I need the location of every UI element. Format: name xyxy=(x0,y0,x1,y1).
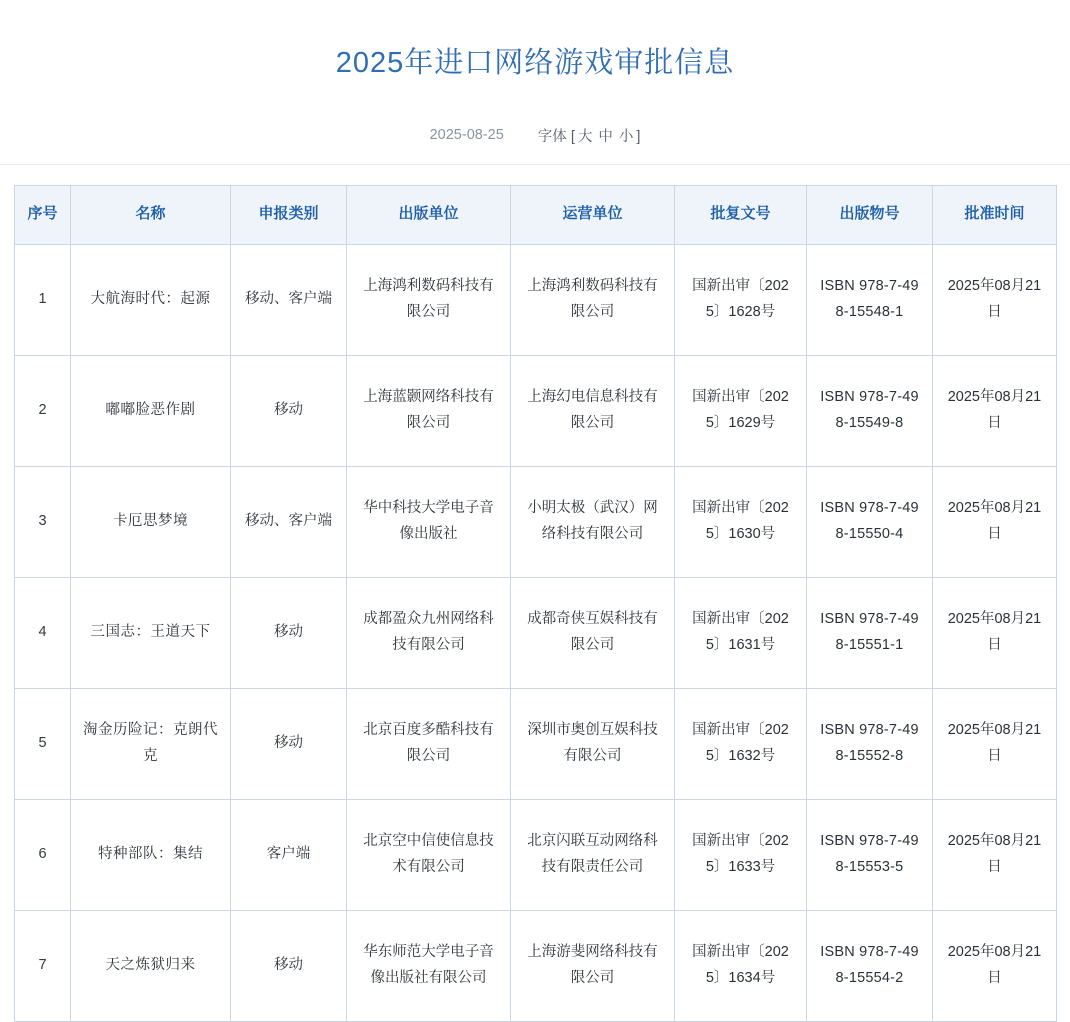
cell-index: 4 xyxy=(15,577,71,688)
cell-doc-no: 国新出审〔2025〕1634号 xyxy=(675,910,807,1021)
column-header-type: 申报类别 xyxy=(231,185,347,244)
cell-type: 移动 xyxy=(231,910,347,1021)
cell-index: 5 xyxy=(15,688,71,799)
cell-publisher: 北京空中信使信息技术有限公司 xyxy=(347,799,511,910)
cell-doc-no: 国新出审〔2025〕1628号 xyxy=(675,244,807,355)
cell-doc-no: 国新出审〔2025〕1633号 xyxy=(675,799,807,910)
cell-isbn: ISBN 978-7-498-15551-1 xyxy=(807,577,933,688)
column-header-publisher: 出版单位 xyxy=(347,185,511,244)
approval-table xyxy=(14,185,1057,1022)
cell-type: 客户端 xyxy=(231,799,347,910)
cell-date: 2025年08月21日 xyxy=(933,244,1057,355)
cell-operator: 成都奇侠互娱科技有限公司 xyxy=(511,577,675,688)
table-row xyxy=(15,910,1057,1021)
cell-doc-no: 国新出审〔2025〕1630号 xyxy=(675,466,807,577)
cell-operator: 上海幻电信息科技有限公司 xyxy=(511,355,675,466)
cell-date: 2025年08月21日 xyxy=(933,466,1057,577)
cell-index: 6 xyxy=(15,799,71,910)
cell-publisher: 华中科技大学电子音像出版社 xyxy=(347,466,511,577)
cell-date: 2025年08月21日 xyxy=(933,799,1057,910)
cell-isbn: ISBN 978-7-498-15549-8 xyxy=(807,355,933,466)
cell-isbn: ISBN 978-7-498-15548-1 xyxy=(807,244,933,355)
cell-isbn: ISBN 978-7-498-15552-8 xyxy=(807,688,933,799)
cell-index: 1 xyxy=(15,244,71,355)
font-size-label: 字体 xyxy=(537,128,567,145)
cell-isbn: ISBN 978-7-498-15553-5 xyxy=(807,799,933,910)
table-header xyxy=(15,185,1057,244)
cell-doc-no: 国新出审〔2025〕1629号 xyxy=(675,355,807,466)
table-row xyxy=(15,577,1057,688)
cell-operator: 深圳市奥创互娱科技有限公司 xyxy=(511,688,675,799)
table-header-row xyxy=(15,185,1057,244)
font-size-large-link[interactable]: 大 xyxy=(577,128,593,145)
cell-index: 3 xyxy=(15,466,71,577)
cell-type: 移动、客户端 xyxy=(231,244,347,355)
font-size-control xyxy=(538,125,641,146)
cell-type: 移动、客户端 xyxy=(231,466,347,577)
document-meta xyxy=(0,103,1070,165)
cell-operator: 北京闪联互动网络科技有限责任公司 xyxy=(511,799,675,910)
cell-index: 2 xyxy=(15,355,71,466)
column-header-doc-no: 批复文号 xyxy=(675,185,807,244)
cell-type: 移动 xyxy=(231,688,347,799)
cell-date: 2025年08月21日 xyxy=(933,910,1057,1021)
cell-isbn: ISBN 978-7-498-15554-2 xyxy=(807,910,933,1021)
cell-name: 大航海时代：起源 xyxy=(71,244,231,355)
cell-type: 移动 xyxy=(231,355,347,466)
column-header-name: 名称 xyxy=(71,185,231,244)
cell-index: 7 xyxy=(15,910,71,1021)
column-header-isbn: 出版物号 xyxy=(807,185,933,244)
table-row xyxy=(15,688,1057,799)
publish-date: 2025-08-25 xyxy=(429,127,504,144)
cell-date: 2025年08月21日 xyxy=(933,355,1057,466)
cell-name: 淘金历险记：克朗代克 xyxy=(71,688,231,799)
cell-isbn: ISBN 978-7-498-15550-4 xyxy=(807,466,933,577)
table-row xyxy=(15,244,1057,355)
cell-name: 特种部队：集结 xyxy=(71,799,231,910)
cell-name: 嘟嘟脸恶作剧 xyxy=(71,355,231,466)
column-header-index: 序号 xyxy=(15,185,71,244)
cell-name: 天之炼狱归来 xyxy=(71,910,231,1021)
cell-name: 三国志：王道天下 xyxy=(71,577,231,688)
cell-operator: 上海鸿利数码科技有限公司 xyxy=(511,244,675,355)
column-header-operator: 运营单位 xyxy=(511,185,675,244)
cell-doc-no: 国新出审〔2025〕1631号 xyxy=(675,577,807,688)
cell-name: 卡厄思梦境 xyxy=(71,466,231,577)
cell-publisher: 华东师范大学电子音像出版社有限公司 xyxy=(347,910,511,1021)
cell-publisher: 上海蓝颢网络科技有限公司 xyxy=(347,355,511,466)
font-size-small-link[interactable]: 小 xyxy=(618,128,634,145)
table-row xyxy=(15,355,1057,466)
table-row xyxy=(15,466,1057,577)
cell-date: 2025年08月21日 xyxy=(933,577,1057,688)
approval-table-container xyxy=(0,165,1070,1022)
bracket-open: [ xyxy=(570,128,575,145)
cell-publisher: 北京百度多酷科技有限公司 xyxy=(347,688,511,799)
cell-publisher: 成都盈众九州网络科技有限公司 xyxy=(347,577,511,688)
cell-operator: 小明太极（武汉）网络科技有限公司 xyxy=(511,466,675,577)
bracket-close: ] xyxy=(636,128,641,145)
column-header-date: 批准时间 xyxy=(933,185,1057,244)
table-row xyxy=(15,799,1057,910)
cell-publisher: 上海鸿利数码科技有限公司 xyxy=(347,244,511,355)
font-size-medium-link[interactable]: 中 xyxy=(598,128,613,145)
cell-date: 2025年08月21日 xyxy=(933,688,1057,799)
page-title: 2025年进口网络游戏审批信息 xyxy=(335,47,735,80)
cell-type: 移动 xyxy=(231,577,347,688)
table-body xyxy=(15,244,1057,1021)
cell-doc-no: 国新出审〔2025〕1632号 xyxy=(675,688,807,799)
cell-operator: 上海游斐网络科技有限公司 xyxy=(511,910,675,1021)
